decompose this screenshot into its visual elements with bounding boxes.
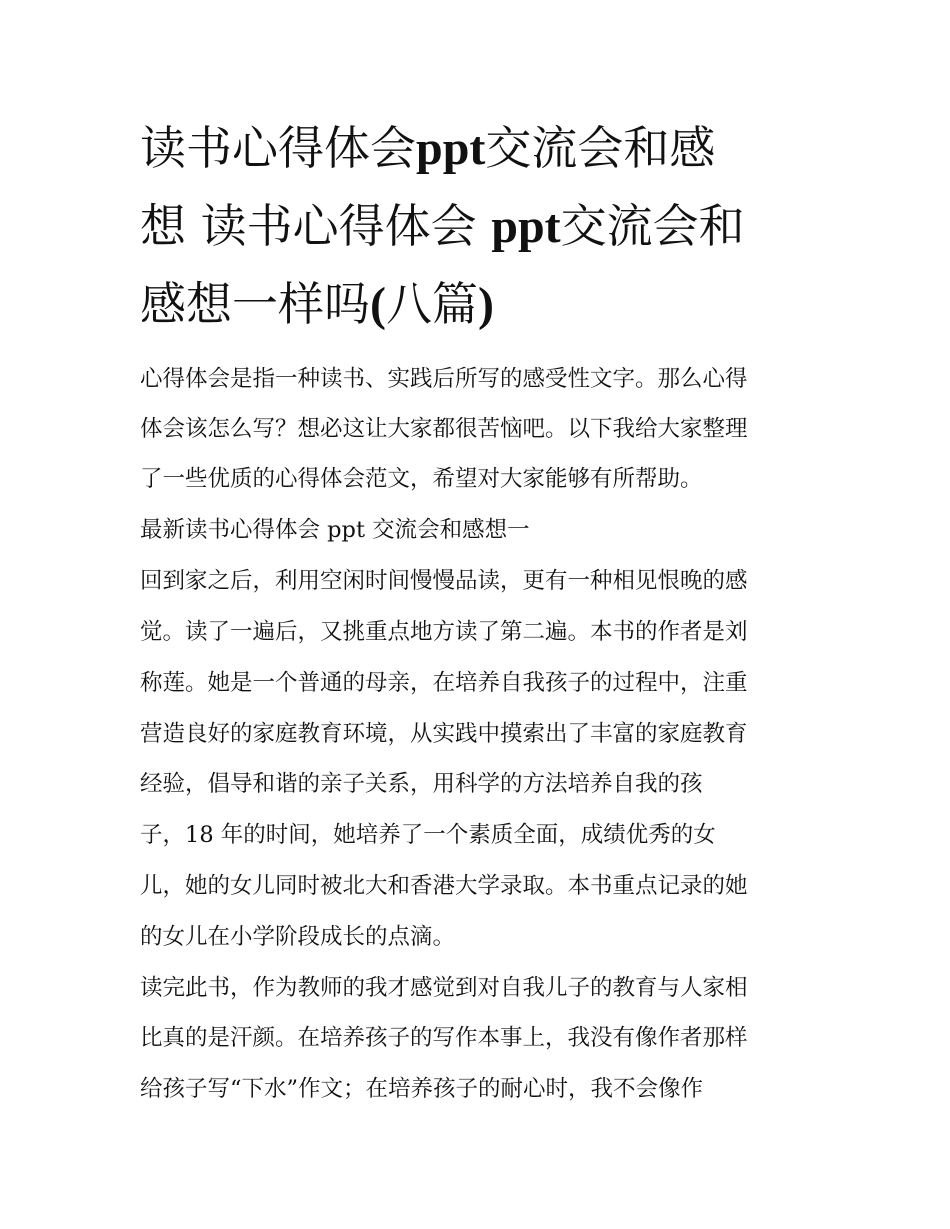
title-text: 交流会和 (560, 199, 745, 253)
paragraph-line: 体会该怎么写？想必这让大家都很苦恼吧。以下我给大家整理 (140, 416, 748, 442)
title-text: 交流会和感 (485, 121, 716, 175)
title-text: 感想一样吗 (140, 277, 370, 331)
paragraph-line: 营造良好的家庭教育环境，从实践中摸索出了丰富的家庭教育 (140, 721, 748, 747)
paragraph-line: 比真的是汗颜。在培养孩子的写作本事上，我没有像作者那样 (140, 1025, 748, 1051)
title-paren-close: ) (477, 278, 494, 331)
paragraph-line: 觉。读了一遍后，又挑重点地方读了第二遍。本书的作者是刘 (140, 619, 748, 645)
title-text-latin: ppt (491, 200, 561, 253)
document-title-line-3 (140, 274, 494, 335)
document-title-line-2 (140, 196, 745, 257)
title-text-latin: ppt (416, 122, 486, 175)
paragraph-line: 了一些优质的心得体会范文，希望对大家能够有所帮助。 (140, 466, 703, 492)
section-heading: 最新读书心得体会 ppt 交流会和感想一 (140, 517, 530, 543)
paragraph-line: 给孩子写“下水”作文；在培养孩子的耐心时，我不会像作 (140, 1076, 704, 1102)
paragraph-line: 的女儿在小学阶段成长的点滴。 (140, 924, 456, 950)
title-paren-open: ( (370, 278, 386, 331)
paragraph-line: 读完此书，作为教师的我才感觉到对自我儿子的教育与人家相 (140, 975, 748, 1001)
paragraph-line: 儿，她的女儿同时被北大和香港大学录取。本书重点记录的她 (140, 873, 748, 899)
title-text: 读书心得体会 (140, 121, 416, 175)
title-text: 八篇 (385, 277, 478, 331)
document-title-line-1 (140, 118, 715, 179)
paragraph-line: 称莲。她是一个普通的母亲，在培养自我孩子的过程中，注重 (140, 670, 748, 696)
paragraph-line: 回到家之后，利用空闲时间慢慢品读，更有一种相见恨晚的感 (140, 568, 748, 594)
paragraph-line: 子，18 年的时间，她培养了一个素质全面，成绩优秀的女 (140, 822, 716, 848)
paragraph-line: 心得体会是指一种读书、实践后所写的感受性文字。那么心得 (140, 366, 748, 392)
title-text: 想 读书心得体会 (140, 199, 477, 253)
paragraph-line: 经验，倡导和谐的亲子关系，用科学的方法培养自我的孩 (140, 771, 703, 797)
